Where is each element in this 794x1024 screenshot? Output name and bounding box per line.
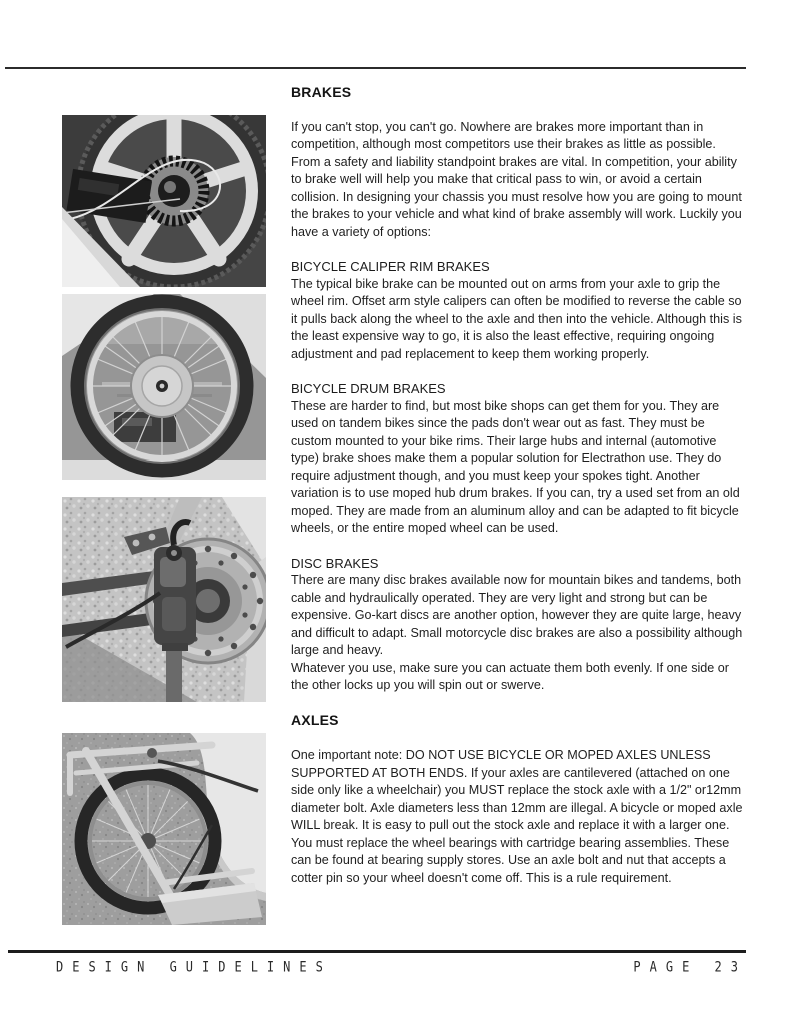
mag-wheel-drum-brake-photo: [62, 115, 266, 287]
footer-page-number: PAGE 23: [633, 959, 747, 976]
caliper-rim-brakes-paragraph: The typical bike brake can be mounted out on arms from your axle to grip the wheel rim. Offset arm style calipers can often be modified to reverse the cable so it pulls back along the wheel to the axle and then into the vehicle. Although this is the least expensive way to go, it is also the least effective, requiring ongoing adjustment and pad replacement to keep them working properly.: [291, 276, 742, 361]
brakes-intro-paragraph: If you can't stop, you can't go. Nowhere are brakes more important than in competition, although most competitors use their brakes as little as possible. From a safety and liability standpoint brakes are vital. In competition, your ability to brake well will help you make that critical pass to win, or avoid a certain collision. In designing your chassis you must resolve how you are going to mount the brakes to your vehicle and what kind of brake assembly will work. Luckily you have a variety of options:: [291, 119, 742, 239]
spoked-wheel-drum-brake-photo: [62, 294, 266, 480]
drum-brakes-paragraph: These are harder to find, but most bike shops can get them for you. They are used on tandem bikes since the pads don't wear out as fast. They must be custom mounted to your bike rims. Their large hubs and internal (automotive type) brake shoes make them a popular solution for Electrathon use. They do require adjustment though, and you must keep your spokes tight. Another variation is to use moped hub drum brakes. If you can, try a used set from an old moped. They are made from an aluminum alloy and can be adapted to fit bicycle wheels, or the entire moped wheel can be used.: [291, 398, 740, 535]
photo-3-illustration: [62, 497, 266, 702]
disc-brakes-paragraph-2: Whatever you use, make sure you can actuate them both evenly. If one side or the other locks up you will spin out or swerve.: [291, 660, 729, 692]
text-column: [291, 84, 747, 887]
photo-1-illustration: [62, 115, 266, 287]
wheel-axle-frame-photo: [62, 733, 266, 925]
axles-paragraph: One important note: DO NOT USE BICYCLE OR MOPED AXLES UNLESS SUPPORTED AT BOTH ENDS. If your axles are cantilevered (attached on one side only like a wheelchair) you MUST replace the stock axle with a 1/2" or12mm diameter bolt. Axle diameters less than 12mm are illegal. A bicycle or moped axle WILL break. It is easy to pull out the stock axle and replace it with a larger one. You must replace the wheel bearings with cartridge bearing assemblies. These can be found at bearing supply stores. Use an axle bolt and nut that accepts a cotter pin so your wheel doesn't come off. This is a rule requirement.: [291, 748, 743, 885]
disc-brakes-heading: DISC BRAKES: [291, 555, 379, 571]
photo-4-illustration: [62, 733, 266, 925]
caliper-rim-brakes-heading: BICYCLE CALIPER RIM BRAKES: [291, 259, 490, 274]
drum-brakes-heading: BICYCLE DRUM BRAKES: [291, 381, 446, 396]
disc-brake-caliper-photo: [62, 497, 266, 702]
footer-rule: [8, 950, 746, 953]
footer-document-title: DESIGN GUIDELINES: [56, 959, 332, 976]
top-rule: [5, 67, 746, 69]
axles-heading: AXLES: [291, 711, 339, 728]
disc-brakes-paragraph: There are many disc brakes available now for mountain bikes and tandems, both cable and hydraulically operated. They are very light and strong but can be expensive. Go-kart discs are another option, however they are quite large, heavy and difficult to adapt. Small motorcycle disc brakes are also a possibility although large and heavy.: [291, 573, 743, 657]
brakes-heading: BRAKES: [291, 84, 352, 100]
photo-2-illustration: [62, 294, 266, 480]
